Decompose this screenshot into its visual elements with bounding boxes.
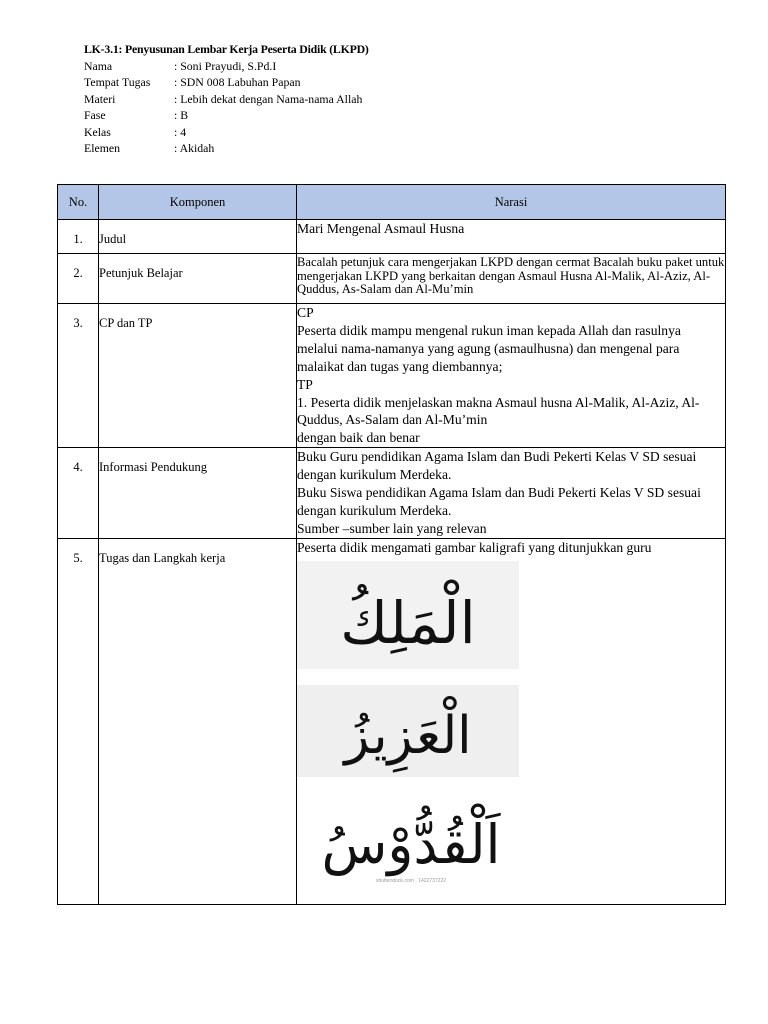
field-materi (84, 91, 644, 108)
table-row (58, 304, 726, 448)
field-label: Tempat Tugas (84, 75, 151, 89)
field-label: Nama (84, 58, 113, 73)
column-header-narasi: Narasi (297, 185, 726, 220)
field-kelas (84, 124, 644, 141)
row-narrative (297, 304, 726, 448)
document-title: LK-3.1: Penyusunan Lembar Kerja Peserta Didik (LKPD) (84, 42, 369, 56)
narrative-line: TP (297, 376, 313, 392)
field-label: Kelas (84, 124, 111, 139)
narrative-line: dengan baik dan benar (297, 430, 420, 446)
row-component: Tugas dan Langkah kerja (99, 538, 297, 904)
calligraphy-text-al-quddus: اَلْقُدُّوْسُ (321, 812, 501, 876)
field-elemen (84, 140, 644, 157)
calligraphy-text-al-malik: الْمَلِكُ (340, 588, 476, 657)
field-label: Fase (84, 108, 106, 122)
row-narrative (297, 448, 726, 539)
table-row (58, 538, 726, 904)
narrative-line: CP (297, 305, 314, 320)
row-number: 5. (58, 538, 99, 904)
column-header-komponen: Komponen (99, 185, 297, 220)
field-label: Materi (84, 91, 116, 106)
calligraphy-al-quddus-image (297, 793, 525, 887)
row-number: 4. (58, 448, 99, 539)
table-row (58, 220, 726, 254)
narrative-line: Peserta didik mampu mengenal rukun iman kepada Allah dan rasulnya melalui nama-namanya yang agung (asmaulhusna) dan mengenal para malaikat dan tugas yang diembannya; (297, 322, 681, 374)
field-value: : Soni Prayudi, S.Pd.I (174, 58, 277, 73)
table-row (58, 448, 726, 539)
narrative-line: Peserta didik mengamati gambar kaligrafi yang ditunjukkan guru (297, 539, 652, 555)
field-value: : Lebih dekat dengan Nama-nama Allah (174, 91, 363, 106)
row-component: Petunjuk Belajar (99, 254, 297, 304)
calligraphy-text-al-aziz: الْعَزِيزُ (344, 705, 472, 766)
header-block (84, 41, 644, 157)
image-watermark: shutterstock.com · 1422737222 (375, 877, 447, 884)
row-component: CP dan TP (99, 304, 297, 448)
field-fase (84, 107, 644, 124)
narrative-line: Bacalah petunjuk cara mengerjakan LKPD dengan cermat Bacalah buku paket untuk mengerjakan LKPD yang berkaitan dengan Asmaul Husna Al-Malik, Al-Aziz, Al-Quddus, As-Salam dan Al-Mu’min (297, 255, 725, 296)
row-component: Judul (99, 220, 297, 254)
narrative-line: 1. Peserta didik menjelaskan makna Asmaul husna Al-Malik, Al-Aziz, Al-Quddus, As-Salam dan Al-Mu’min (297, 394, 700, 428)
narrative-line: Buku Guru pendidikan Agama Islam dan Budi Pekerti Kelas V SD sesuai dengan kurikulum Merdeka. (297, 449, 697, 483)
field-value: : B (174, 108, 189, 122)
field-value: : SDN 008 Labuhan Papan (174, 75, 301, 89)
field-value: : 4 (174, 124, 187, 139)
table-row (58, 254, 726, 304)
field-nama (84, 58, 644, 75)
narrative-line: Mari Mengenal Asmaul Husna (297, 221, 465, 236)
lkpd-table (57, 184, 726, 905)
field-label: Elemen (84, 141, 121, 155)
row-number: 2. (58, 254, 99, 304)
row-narrative (297, 254, 726, 304)
row-component: Informasi Pendukung (99, 448, 297, 539)
narrative-line: Buku Siswa pendidikan Agama Islam dan Budi Pekerti Kelas V SD sesuai dengan kurikulum Merdeka. (297, 485, 701, 518)
row-narrative (297, 220, 726, 254)
column-header-no: No. (58, 185, 99, 220)
field-tempat-tugas (84, 74, 644, 91)
row-number: 3. (58, 304, 99, 448)
narrative-line: Sumber –sumber lain yang relevan (297, 520, 487, 536)
calligraphy-al-aziz-image (297, 685, 519, 777)
row-narrative (297, 538, 726, 904)
row-number: 1. (58, 220, 99, 254)
calligraphy-al-malik-image (297, 561, 519, 669)
table-header-row (58, 185, 726, 220)
field-value: : Akidah (174, 141, 215, 155)
